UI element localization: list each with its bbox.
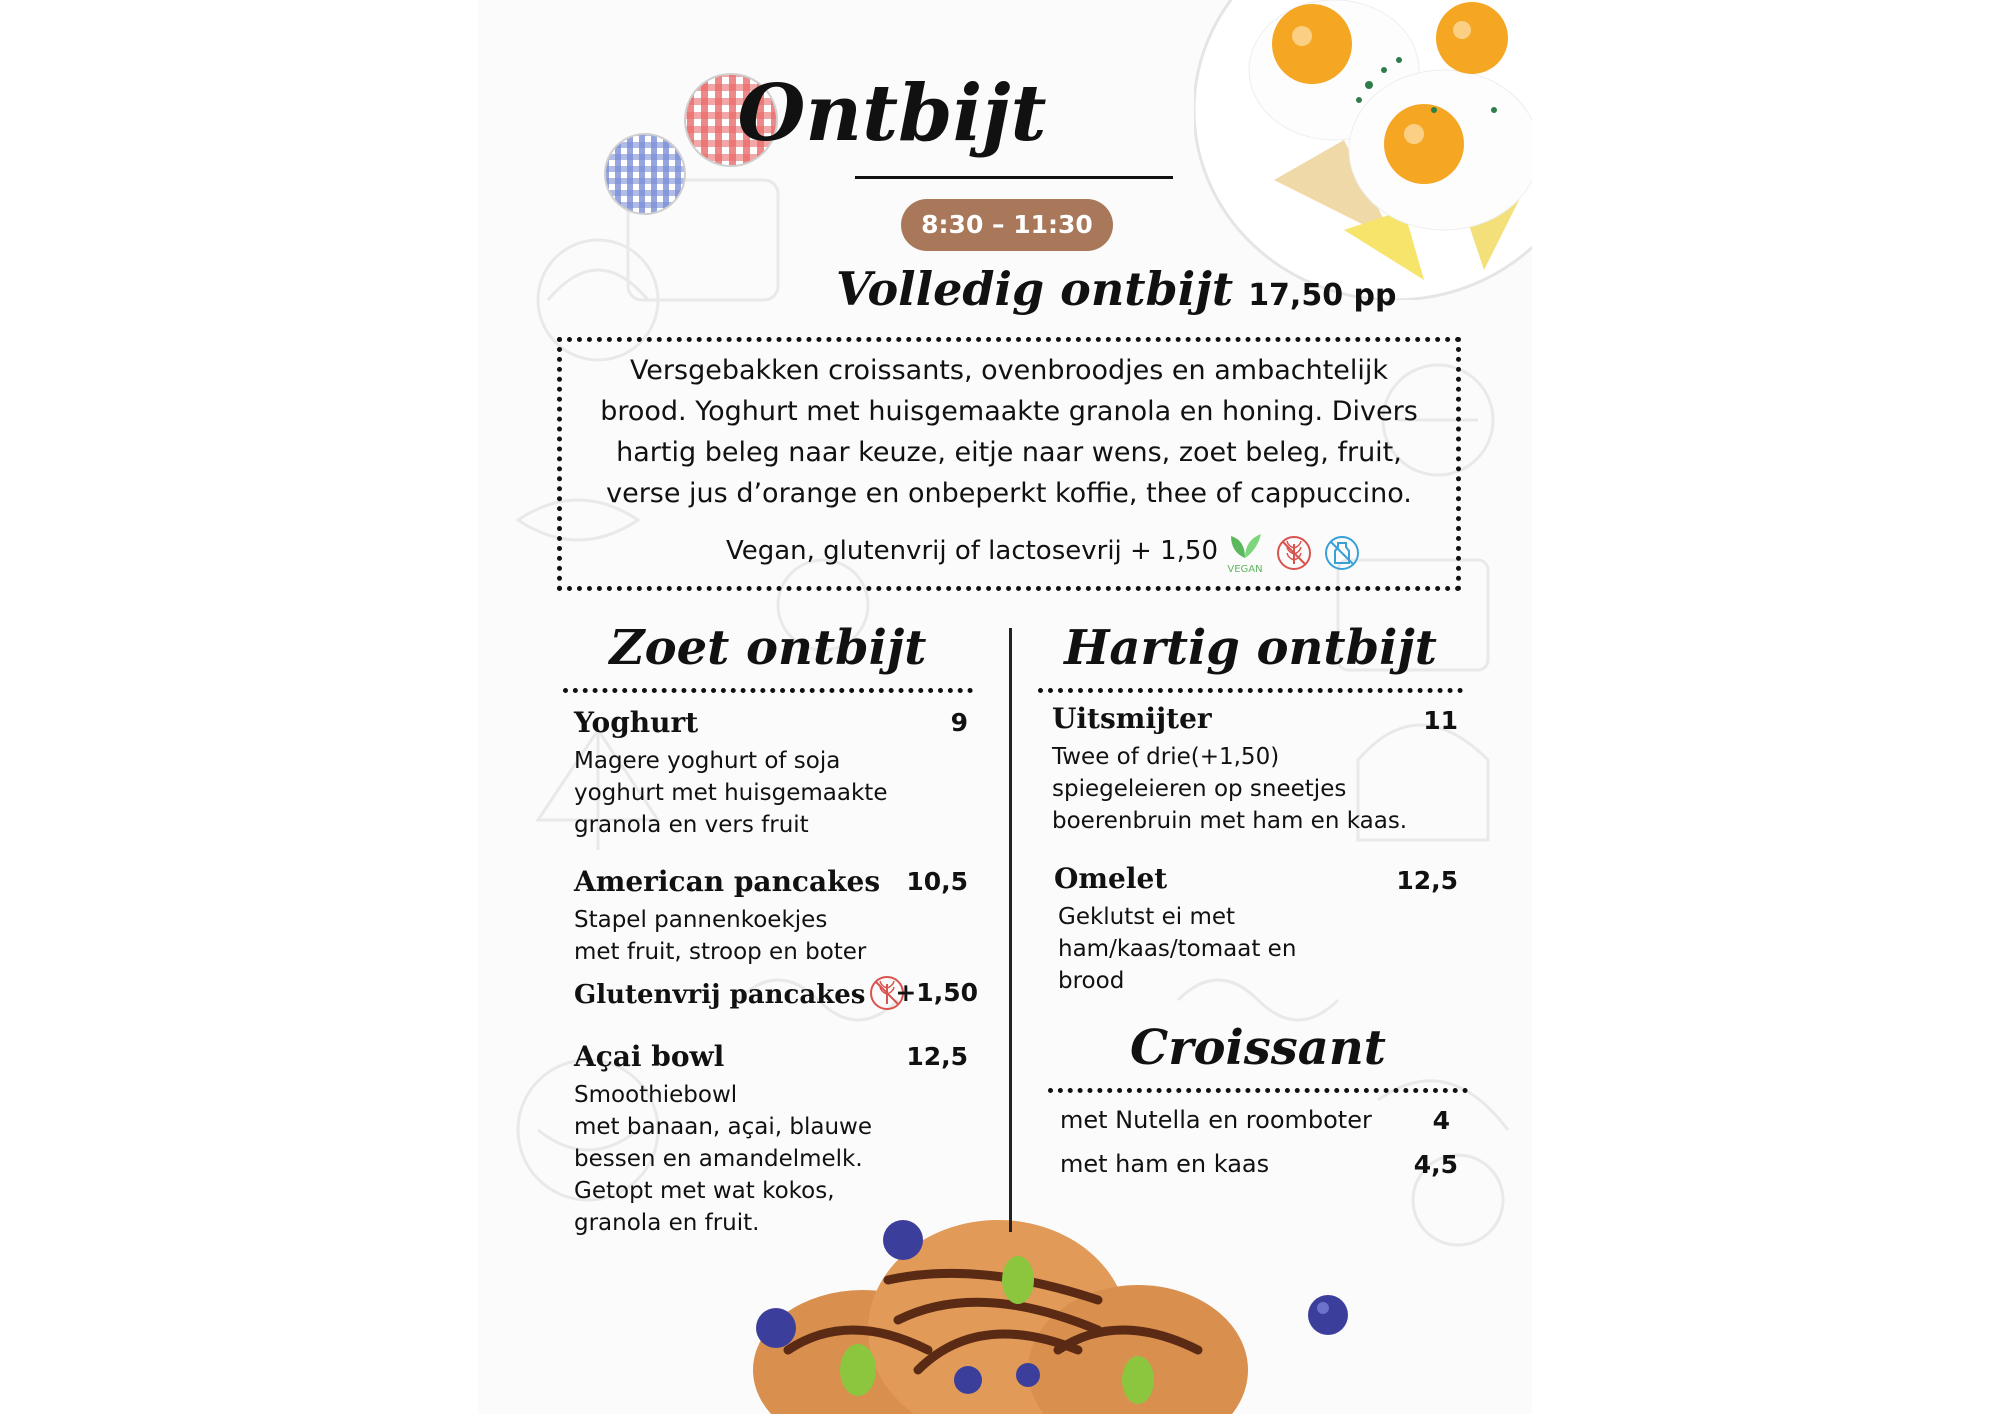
item-desc-american-pancakes (574, 904, 974, 968)
item-name-american-pancakes: American pancakes (574, 865, 881, 898)
item-desc-omelet (1058, 901, 1458, 997)
croissant-item-nutella: met Nutella en roomboter (1060, 1106, 1372, 1134)
item-price-acai-bowl: 12,5 (906, 1042, 968, 1071)
desc-line: Getopt met wat kokos, (574, 1178, 835, 1204)
diet-note: Vegan, glutenvrij of lactosevrij + 1,50 (725, 536, 1218, 566)
menu-page (478, 0, 1532, 1414)
description-line: hartig beleg naar keuze, eitje naar wens, zoet beleg, fruit, (616, 437, 1402, 468)
item-price-uitsmijter: 11 (1423, 706, 1458, 735)
page-title: Ontbijt (737, 68, 1047, 159)
item-desc-yoghurt (574, 745, 974, 841)
desc-line: boerenbruin met ham en kaas. (1052, 808, 1408, 834)
leaf-icon (1222, 530, 1268, 560)
croissant-price-nutella: 4 (1432, 1106, 1450, 1135)
desc-line: ham/kaas/tomaat en (1058, 936, 1297, 962)
desc-line: met fruit, stroop en boter (574, 939, 867, 965)
item-price-yoghurt: 9 (950, 708, 968, 737)
sweet-section-title: Zoet ontbijt (609, 620, 927, 676)
full-breakfast-title: Volledig ontbijt (836, 262, 1234, 316)
item-name-glutenvrij-pancakes: Glutenvrij pancakes (574, 980, 866, 1010)
title-underline (855, 176, 1173, 179)
pancakes-illustration (698, 1210, 1298, 1414)
item-price-omelet: 12,5 (1396, 866, 1458, 895)
desc-line: granola en fruit. (574, 1210, 760, 1236)
fried-eggs-illustration (1194, 0, 1532, 300)
desc-line: bessen en amandelmelk. (574, 1146, 863, 1172)
savory-section-title: Hartig ontbijt (1064, 620, 1437, 676)
item-name-yoghurt: Yoghurt (574, 706, 699, 739)
hours-badge: 8:30 – 11:30 (901, 199, 1113, 251)
description-line: brood. Yoghurt met huisgemaakte granola en honing. Divers (600, 396, 1418, 427)
croissant-title-underline (1048, 1088, 1468, 1093)
desc-line: Magere yoghurt of soja (574, 748, 841, 774)
item-desc-uitsmijter (1052, 741, 1462, 837)
gluten-free-icon (1275, 534, 1313, 572)
item-name-acai-bowl: Açai bowl (574, 1040, 725, 1073)
lactose-free-icon (1323, 534, 1361, 572)
desc-line: yoghurt met huisgemaakte (574, 780, 888, 806)
desc-line: Twee of drie(+1,50) (1052, 744, 1280, 770)
item-name-uitsmijter: Uitsmijter (1052, 702, 1212, 735)
desc-line: spiegeleieren op sneetjes (1052, 776, 1347, 802)
full-breakfast-description (568, 350, 1450, 514)
full-breakfast-price: 17,50 pp (1248, 278, 1397, 313)
desc-line: Geklutst ei met (1058, 904, 1236, 930)
savory-title-underline (1038, 688, 1463, 693)
croissant-price-ham-kaas: 4,5 (1413, 1150, 1458, 1179)
vegan-label: VEGAN (1227, 564, 1263, 575)
vegan-icon (1222, 530, 1268, 574)
desc-line: met banaan, açai, blauwe (574, 1114, 873, 1140)
croissant-section-title: Croissant (1130, 1020, 1386, 1076)
desc-line: granola en vers fruit (574, 812, 809, 838)
item-desc-acai-bowl (574, 1079, 974, 1239)
sweet-title-underline (563, 688, 973, 693)
item-price-american-pancakes: 10,5 (906, 867, 968, 896)
full-breakfast-heading (836, 262, 1397, 316)
desc-line: Smoothiebowl (574, 1082, 738, 1108)
item-name-omelet: Omelet (1054, 862, 1168, 895)
description-line: Versgebakken croissants, ovenbroodjes en ambachtelijk (629, 355, 1389, 386)
croissant-item-ham-kaas: met ham en kaas (1060, 1150, 1270, 1178)
description-line: verse jus d’orange en onbeperkt koffie, thee of cappuccino. (606, 478, 1412, 509)
desc-line: brood (1058, 968, 1125, 994)
blueberry-illustration (1303, 1290, 1353, 1340)
desc-line: Stapel pannenkoekjes (574, 907, 828, 933)
column-divider (1009, 628, 1012, 1232)
item-price-glutenvrij-pancakes: +1,50 (895, 978, 978, 1007)
